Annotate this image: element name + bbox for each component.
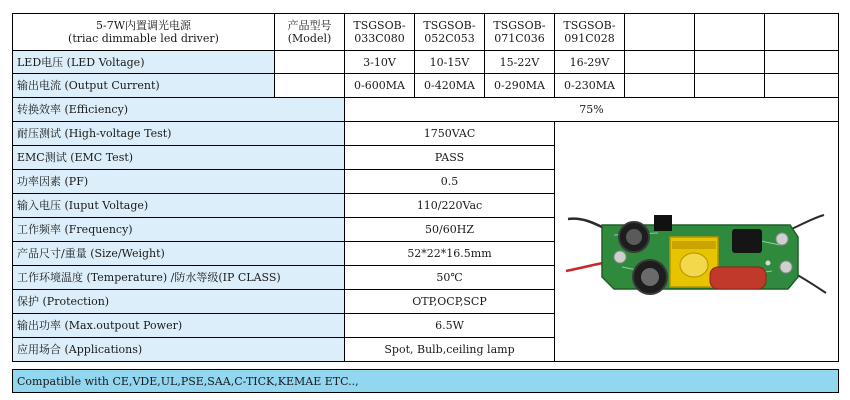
row-label: 转换效率 (Efficiency) — [13, 98, 345, 122]
value-cell: 3-10V — [345, 51, 415, 74]
model-label-en: (Model) — [287, 32, 332, 45]
empty-cell — [625, 14, 695, 51]
row-label: 产品尺寸/重量 (Size/Weight) — [13, 242, 345, 266]
row-label: LED电压 (LED Voltage) — [13, 51, 275, 74]
value-cell: Spot, Bulb,ceiling lamp — [345, 338, 555, 362]
value-cell: 0-290MA — [485, 74, 555, 98]
row-label: 功率因素 (PF) — [13, 170, 345, 194]
header-row — [13, 14, 839, 51]
empty-cell — [695, 14, 765, 51]
value-cell: 0-230MA — [555, 74, 625, 98]
row-label: 耐压测试 (High-voltage Test) — [13, 122, 345, 146]
led-driver-pcb-image — [562, 167, 832, 317]
empty-cell — [765, 74, 839, 98]
row-label: 输出功率 (Max.outpout Power) — [13, 314, 345, 338]
model-cell — [555, 14, 625, 51]
spacer-row — [13, 362, 839, 370]
empty-cell — [765, 51, 839, 74]
model-label-cell — [275, 14, 345, 51]
row-label: 输入电压 (Iuput Voltage) — [13, 194, 345, 218]
compatibility-note: Compatible with CE,VDE,UL,PSE,SAA,C-TICK,KEMAE ETC.., — [13, 370, 839, 393]
model-cell — [485, 14, 555, 51]
row-label: 输出电流 (Output Current) — [13, 74, 275, 98]
model-code-suffix: 091C028 — [564, 32, 615, 45]
model-code-suffix: 033C080 — [354, 32, 405, 45]
footer-row — [13, 370, 839, 393]
table-row — [13, 98, 839, 122]
empty-cell — [695, 74, 765, 98]
row-label: 工作频率 (Frequency) — [13, 218, 345, 242]
product-title-cell — [13, 14, 275, 51]
model-code-prefix: TSGSOB- — [423, 19, 476, 32]
product-subtitle: (triac dimmable led driver) — [68, 32, 219, 45]
spec-table — [12, 13, 839, 393]
value-cell: 6.5W — [345, 314, 555, 338]
model-cell — [345, 14, 415, 51]
value-cell: 50℃ — [345, 266, 555, 290]
table-row — [13, 122, 839, 146]
product-photo — [555, 122, 839, 362]
empty-cell — [275, 74, 345, 98]
row-label: 工作环境温度 (Temperature) /防水等级(IP CLASS) — [13, 266, 345, 290]
model-code-prefix: TSGSOB- — [353, 19, 406, 32]
model-code-prefix: TSGSOB- — [493, 19, 546, 32]
model-cell — [415, 14, 485, 51]
spacer-cell — [13, 362, 839, 370]
model-code-suffix: 071C036 — [494, 32, 545, 45]
value-cell: 1750VAC — [345, 122, 555, 146]
value-cell: 75% — [345, 98, 839, 122]
table-row — [13, 74, 839, 98]
model-code-prefix: TSGSOB- — [563, 19, 616, 32]
value-cell: 110/220Vac — [345, 194, 555, 218]
empty-cell — [625, 74, 695, 98]
value-cell: 15-22V — [485, 51, 555, 74]
row-label: EMC测试 (EMC Test) — [13, 146, 345, 170]
model-code-suffix: 052C053 — [424, 32, 475, 45]
model-label: 产品型号 — [287, 19, 332, 32]
row-label: 保护 (Protection) — [13, 290, 345, 314]
empty-cell — [695, 51, 765, 74]
empty-cell — [275, 51, 345, 74]
value-cell: 10-15V — [415, 51, 485, 74]
value-cell: 52*22*16.5mm — [345, 242, 555, 266]
value-cell: 16-29V — [555, 51, 625, 74]
value-cell: 0-420MA — [415, 74, 485, 98]
product-title: 5-7W内置调光电源 — [95, 19, 192, 32]
empty-cell — [625, 51, 695, 74]
value-cell: OTP,OCP,SCP — [345, 290, 555, 314]
value-cell: PASS — [345, 146, 555, 170]
value-cell: 0.5 — [345, 170, 555, 194]
table-row — [13, 51, 839, 74]
value-cell: 50/60HZ — [345, 218, 555, 242]
empty-cell — [765, 14, 839, 51]
row-label: 应用场合 (Applications) — [13, 338, 345, 362]
value-cell: 0-600MA — [345, 74, 415, 98]
